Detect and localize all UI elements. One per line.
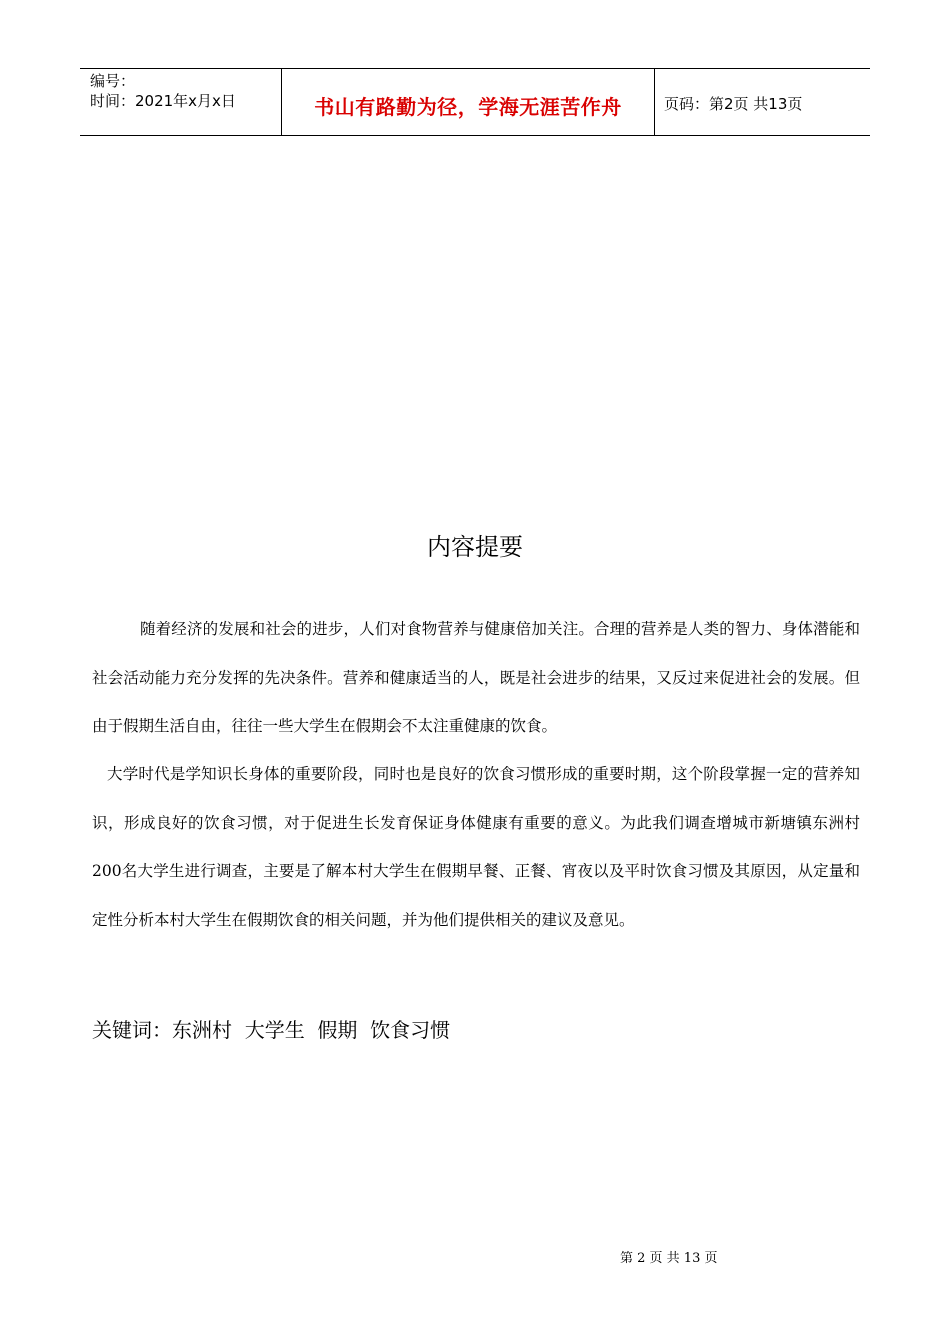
header-divider — [654, 69, 655, 135]
header-page-info: 页码：第2页 共13页 — [664, 95, 803, 113]
document-date: 时间：2021年x月x日 — [90, 92, 236, 110]
header-left-cell — [90, 71, 236, 111]
abstract-paragraph-2: 大学时代是学知识长身体的重要阶段，同时也是良好的饮食习惯形成的重要时期，这个阶段掌握一定的营养知识，形成良好的饮食习惯，对于促进生长发育保证身体健康有重要的意义。为此我们调查增城市新塘镇东洲村200名大学生进行调查，主要是了解本村大学生在假期早餐、正餐、宵夜以及平时饮食习惯及其原因，从定量和定性分析本村大学生在假期饮食的相关问题，并为他们提供相关的建议及意见。 — [92, 765, 860, 929]
header-motto: 书山有路勤为径，学海无涯苦作舟 — [314, 95, 622, 119]
page-footer: 第 2 页 共 13 页 — [620, 1251, 718, 1266]
abstract-paragraph-1: 随着经济的发展和社会的进步，人们对食物营养与健康倍加关注。合理的营养是人类的智力、身体潜能和社会活动能力充分发挥的先决条件。营养和健康适当的人，既是社会进步的结果，又反过来促进社会的发展。但由于假期生活自由，往往一些大学生在假期会不太注重健康的饮食。 — [92, 620, 860, 735]
page-header — [80, 68, 870, 136]
keywords-line: 关键词：东洲村 大学生 假期 饮食习惯 — [92, 1018, 451, 1042]
document-number-label: 编号： — [90, 72, 136, 90]
section-title: 内容提要 — [427, 533, 523, 561]
